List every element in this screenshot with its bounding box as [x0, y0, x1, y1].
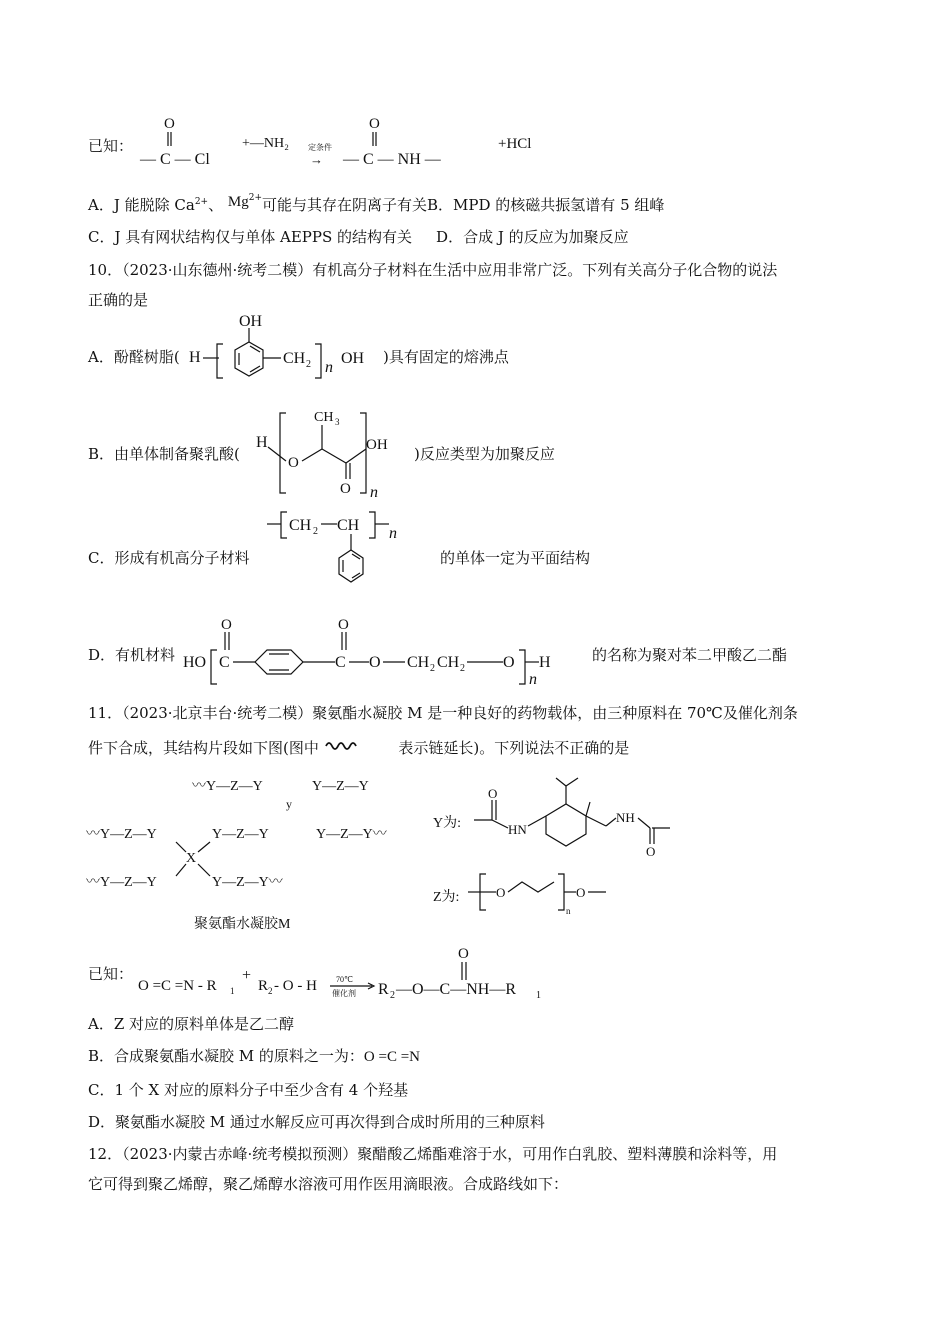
- polylactic-acid-structure: [250, 405, 420, 500]
- svg-text:HN: HN: [508, 822, 527, 837]
- y-label: Y为:: [433, 816, 461, 831]
- svg-text:n: n: [389, 525, 397, 542]
- svg-text:2: 2: [268, 986, 273, 996]
- z-structure: [466, 866, 626, 916]
- svg-text:— C — NH —: — C — NH —: [343, 151, 441, 168]
- q10-stem-line1: 10．（2023·山东德州·统考二模）有机高分子材料在生活中应用非常广泛。下列有关高分子化合物的说法: [88, 261, 778, 279]
- svg-text:O: O: [369, 116, 380, 132]
- svg-text:Y—Z—Y: Y—Z—Y: [212, 827, 269, 842]
- svg-text:O: O: [288, 455, 299, 471]
- y-structure: [470, 772, 680, 862]
- svg-text:HO: HO: [183, 654, 207, 671]
- svg-text:- O - H: - O - H: [274, 978, 317, 994]
- svg-text:C: C: [335, 654, 346, 671]
- reaction-condition: 定条件: [308, 143, 332, 152]
- svg-text:CH: CH: [437, 654, 460, 671]
- amine-reagent: +—NH₂: [242, 136, 289, 151]
- svg-text:NH: NH: [616, 810, 635, 825]
- q10-option-a-post: )具有固定的熔沸点: [383, 348, 509, 366]
- svg-text:O: O: [646, 844, 656, 859]
- svg-text:OH: OH: [366, 437, 388, 453]
- svg-text:〰Y—Z—Y: 〰Y—Z—Y: [86, 827, 157, 842]
- svg-text:X: X: [186, 851, 197, 866]
- svg-text:〰Y—Z—Y: 〰Y—Z—Y: [192, 779, 263, 794]
- svg-text:— C — Cl: — C — Cl: [140, 151, 210, 168]
- svg-text:H: H: [189, 349, 201, 366]
- q10-option-a-pre: A．酚醛树脂(: [88, 348, 180, 366]
- svg-text:O: O: [369, 654, 381, 671]
- hydrogel-fragment-diagram: [86, 772, 416, 932]
- reaction-arrow: →: [310, 152, 323, 167]
- svg-text:CH: CH: [407, 654, 430, 671]
- q10-option-c-post: 的单体一定为平面结构: [440, 549, 591, 567]
- z-label: Z为:: [433, 890, 460, 905]
- svg-text:2: 2: [313, 526, 318, 537]
- wavy-chain-icon: [324, 740, 364, 750]
- svg-text:O: O: [338, 617, 349, 633]
- svg-text:O: O: [576, 885, 586, 900]
- pet-structure: [183, 612, 573, 687]
- q12-stem-line2: 它可得到聚乙烯醇，聚乙烯醇水溶液可用作医用滴眼液。合成路线如下：: [88, 1175, 569, 1193]
- svg-text:O: O: [340, 481, 351, 497]
- svg-text:O: O: [496, 885, 506, 900]
- svg-text:OH: OH: [341, 350, 365, 367]
- q11-option-a: A．Z 对应的原料单体是乙二醇: [88, 1015, 295, 1033]
- svg-text:CH: CH: [314, 410, 334, 425]
- svg-text:O: O: [221, 617, 232, 633]
- svg-text:n: n: [325, 359, 333, 376]
- svg-text:CH: CH: [289, 517, 312, 534]
- svg-text:2: 2: [460, 663, 465, 674]
- svg-text:1: 1: [536, 990, 541, 1001]
- svg-text:70℃: 70℃: [336, 975, 353, 984]
- svg-text:2: 2: [306, 359, 311, 370]
- svg-text:n: n: [370, 484, 378, 501]
- q10-option-c-pre: C．形成有机高分子材料: [88, 549, 250, 567]
- svg-text:CH: CH: [283, 350, 306, 367]
- q11-known-label: 已知：: [88, 965, 134, 983]
- svg-text:1: 1: [230, 986, 235, 996]
- svg-text:C: C: [219, 654, 230, 671]
- svg-text:催化剂: 催化剂: [332, 989, 356, 998]
- q11-stem-line1: 11．（2023·北京丰台·统考二模）聚氨酯水凝胶 M 是一种良好的药物载体，由三种原料在 70℃及催化剂条: [88, 704, 798, 722]
- amide-product-structure: [343, 112, 483, 172]
- svg-text:O: O: [458, 946, 469, 962]
- q10-option-b-pre: B．由单体制备聚乳酸(: [88, 445, 240, 463]
- hcl-product: +HCl: [498, 136, 532, 152]
- svg-text:H: H: [256, 434, 268, 451]
- svg-text:y: y: [286, 797, 292, 811]
- svg-text:〰Y—Z—Y: 〰Y—Z—Y: [86, 875, 157, 890]
- q9-option-c: C．J 具有网状结构仅与单体 AEPPS 的结构有关 D．合成 J 的反应为加聚反应: [88, 228, 629, 246]
- svg-text:R: R: [378, 981, 389, 998]
- q10-option-b-post: )反应类型为加聚反应: [414, 445, 555, 463]
- svg-text:O: O: [503, 654, 515, 671]
- q11-option-b: B．合成聚氨酯水凝胶 M 的原料之一为：O =C =N: [88, 1047, 421, 1065]
- phenolic-resin-structure: [185, 312, 385, 392]
- svg-text:CH: CH: [337, 517, 360, 534]
- q11-option-d: D．聚氨酯水凝胶 M 通过水解反应可再次得到合成时所用的三种原料: [88, 1113, 545, 1131]
- svg-text:OH: OH: [239, 313, 263, 330]
- svg-text:Y—Z—Y〰: Y—Z—Y〰: [316, 827, 387, 842]
- q11-option-c: C．1 个 X 对应的原料分子中至少含有 4 个羟基: [88, 1081, 409, 1099]
- hydrogel-caption: 聚氨酯水凝胶M: [194, 917, 291, 932]
- q10-option-d-pre: D．有机材料: [88, 646, 176, 664]
- svg-text:O: O: [488, 786, 498, 801]
- svg-text:n: n: [529, 671, 537, 688]
- carbonyl-oxygen: O: [164, 116, 175, 132]
- svg-text:n: n: [566, 906, 571, 916]
- svg-text:2: 2: [390, 990, 395, 1001]
- q10-option-d-post: 的名称为聚对苯二甲酸乙二酯: [592, 646, 788, 664]
- polystyrene-structure: [265, 508, 415, 598]
- svg-text:+: +: [242, 967, 252, 984]
- q10-stem-line2: 正确的是: [88, 291, 149, 309]
- svg-text:2: 2: [430, 663, 435, 674]
- svg-text:Y—Z—Y〰: Y—Z—Y〰: [212, 875, 283, 890]
- svg-text:R: R: [258, 978, 269, 994]
- acyl-chloride-structure: [140, 112, 240, 172]
- svg-text:3: 3: [335, 417, 340, 427]
- q12-stem-line1: 12．（2023·内蒙古赤峰·统考模拟预测）聚醋酸乙烯酯难溶于水，可用作白乳胶、塑料薄膜和涂料等，用: [88, 1145, 778, 1163]
- isocyanate-reaction: [138, 940, 598, 1000]
- known-label: 已知：: [88, 137, 134, 155]
- svg-text:H: H: [539, 654, 551, 671]
- q9-option-a: A．J 能脱除 $Ca^{2+}$、 $Mg^{2+}$可能与其存在阴离子有关B．MPD 的核磁共振氢谱有 5 组峰: [88, 193, 665, 214]
- svg-text:Y—Z—Y: Y—Z—Y: [312, 779, 369, 794]
- svg-text:—O—C—NH—R: —O—C—NH—R: [396, 981, 517, 998]
- q11-stem-line2: 件下合成，其结构片段如下图(图中 表示链延长)。下列说法不正确的是: [88, 739, 630, 757]
- svg-text:O =C =N - R: O =C =N - R: [138, 978, 217, 994]
